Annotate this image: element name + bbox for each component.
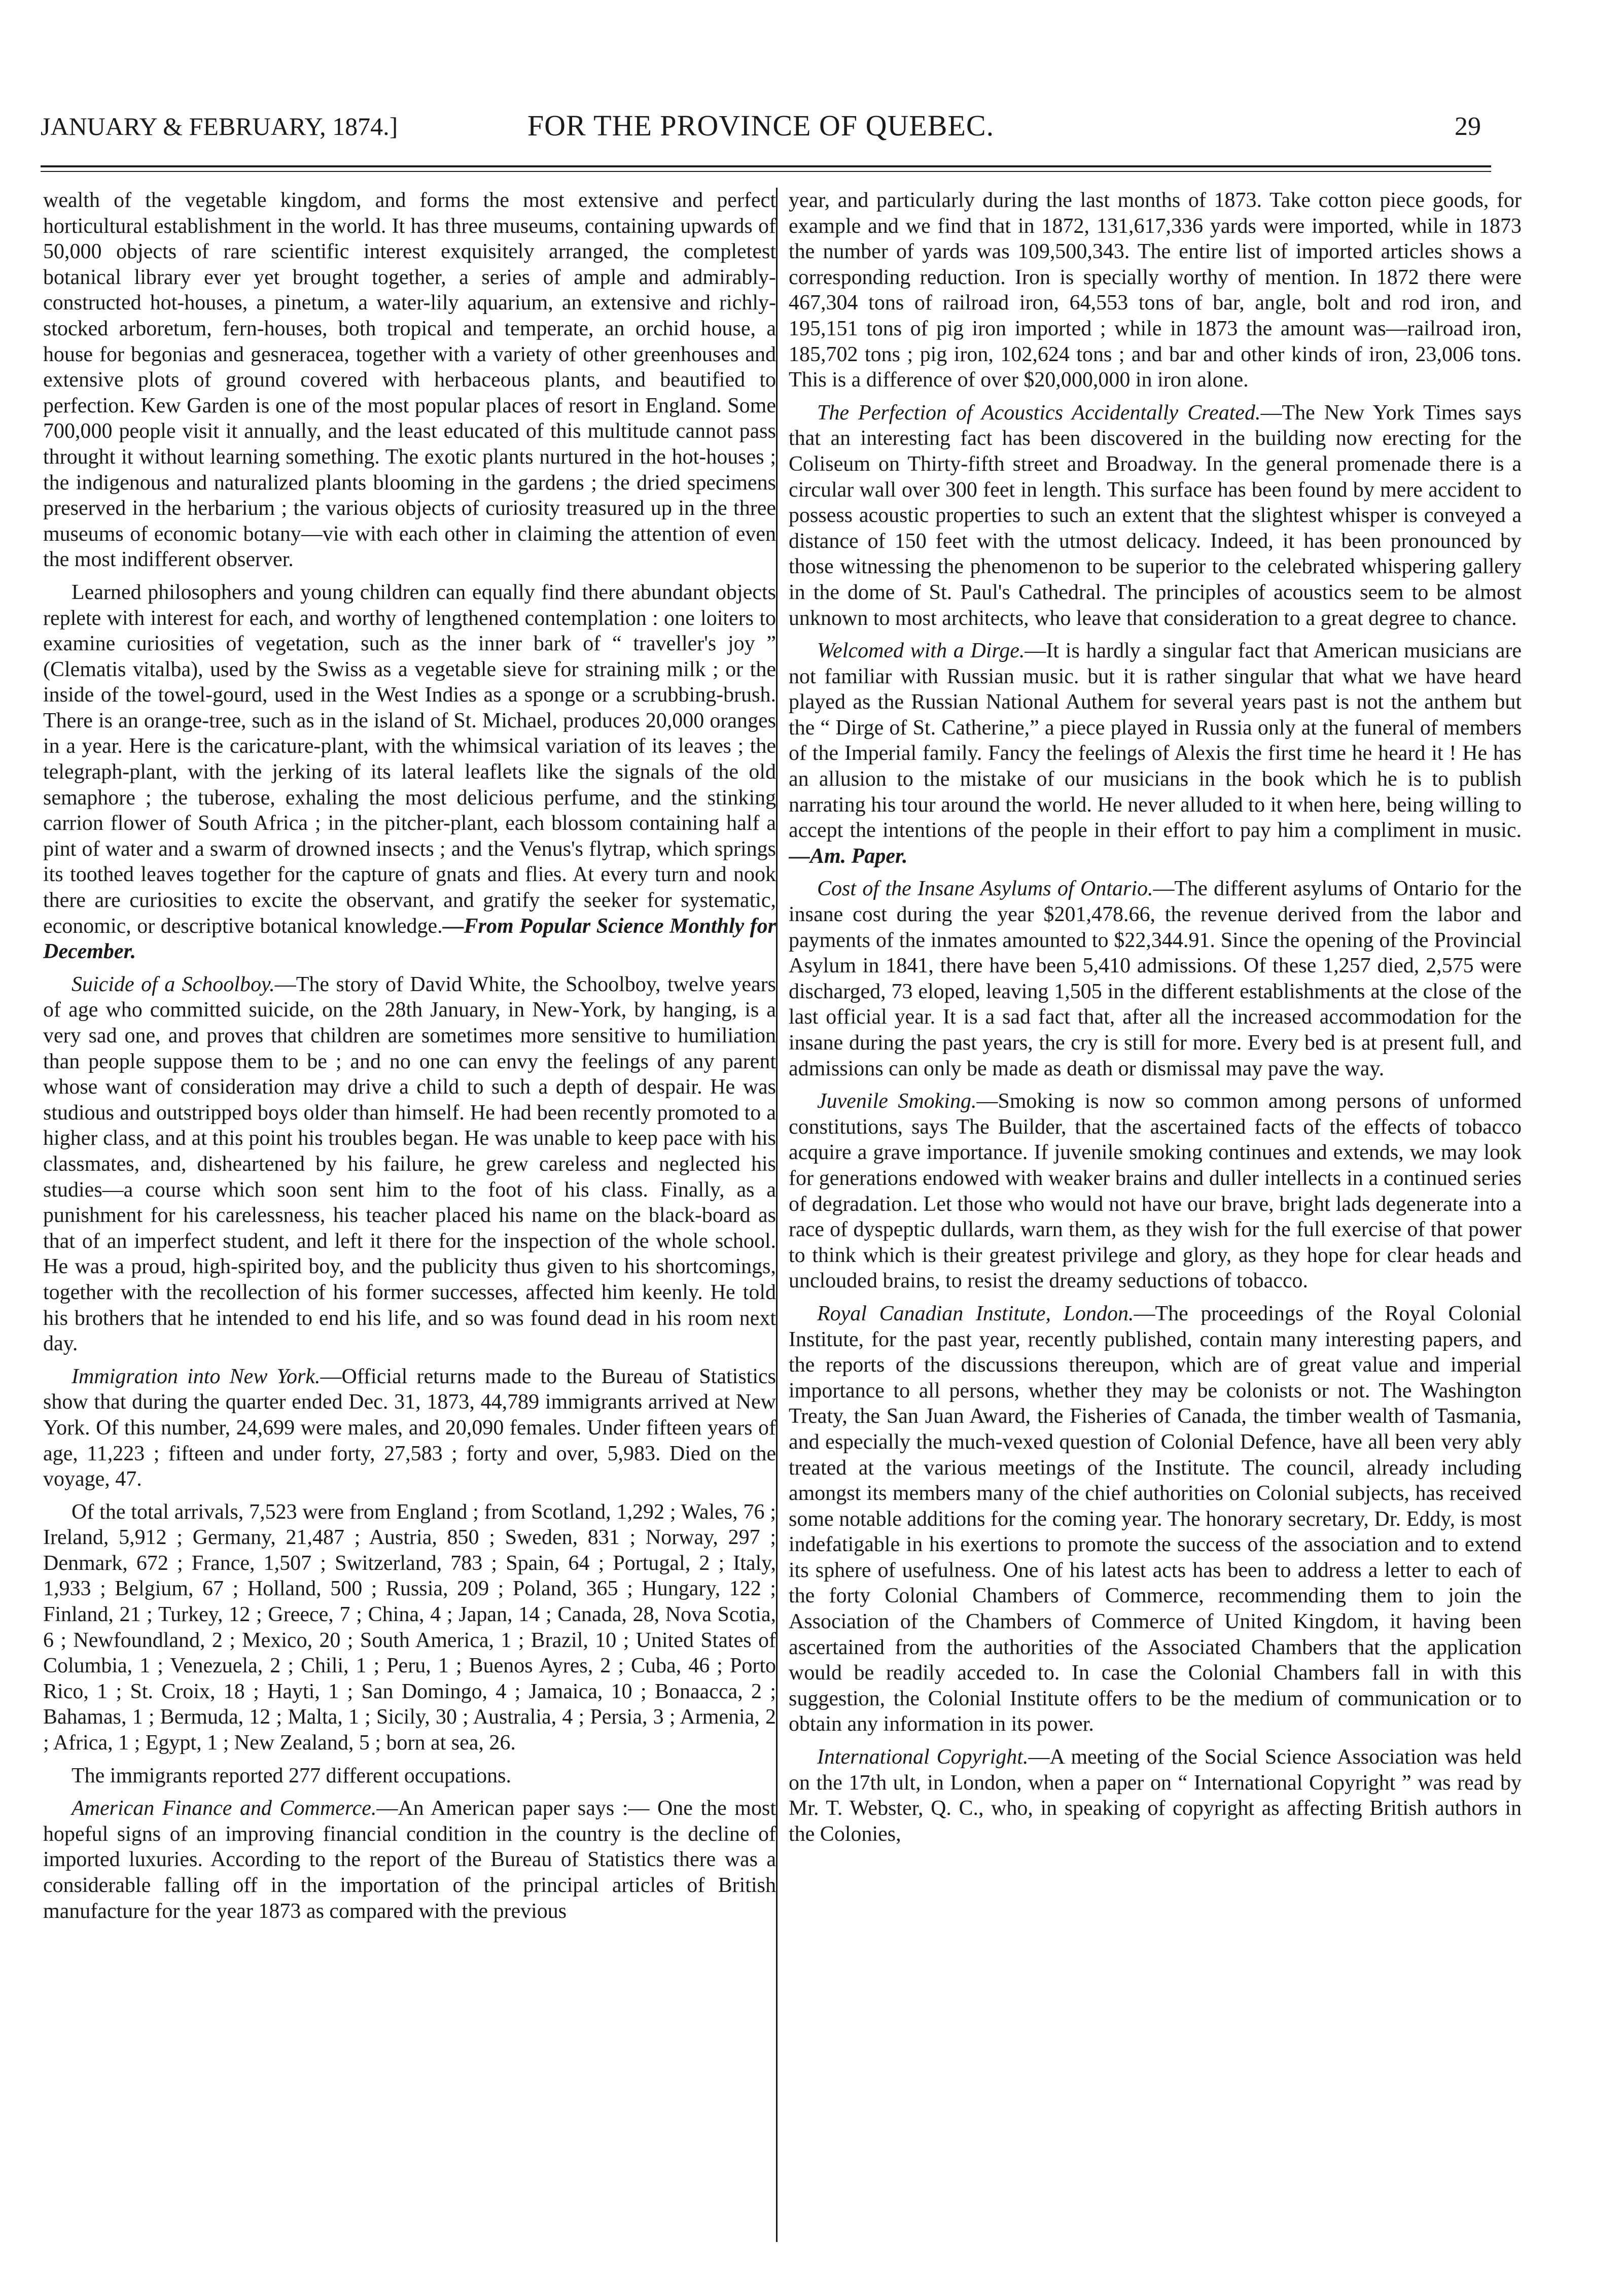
- finance-title: American Finance and Commerce.: [72, 1797, 377, 1820]
- acoustics-title: The Perfection of Acoustics Accidentally Created.: [817, 401, 1261, 425]
- asylums-text: —The different asylums of Ontario for the insane cost during the year $201,478.66, the revenue derived from the labor and payments of the inmates amounted to $22,344.91. Since the opening of the Provincial Asylum in 1841, there have been 5,410 admissions. Of these 1,257 died, 2,575 were discharged, 73 eloped, leaving 1,505 in the different establishments at the close of the last official year. It is a sad fact that, after all the increased accommodation for the insane during the past years, the cry is still for more. Every bed is at present full, and admissions can only be made as death or dismissal may pave the way.: [789, 877, 1522, 1080]
- dirge-source: —Am. Paper.: [789, 844, 908, 868]
- royal-institute-text: —The proceedings of the Royal Colonial Institute, for the past year, recently published, contain many interesting papers, and the reports of the discussions thereupon, which are of great value and imperial importance to all persons, whether they may be colonists or not. The Washington Treaty, the San Juan Award, the Fisheries of Canada, the timber wealth of Tasmania, and especially the much-vexed question of Colonial Defence, have all been very ably treated at the various meetings of the Institute. The council, already including amongst its members many of the chief authorities on Colonial subjects, has received some notable additions for the coming year. The honorary secretary, Dr. Eddy, is most indefatigable in his exertions to promote the success of the association and to extend its sphere of usefulness. One of his latest acts has been to address a letter to each of the forty Colonial Chambers of Commerce, recommending them to join the Association of the Chambers of Commerce of United Kingdom, it having been ascertained from the authorities of the Associated Chambers that the application would be readily acceded to. In case the Colonial Chambers fall in with this suggestion, the Colonial Institute offers to be the medium of communication or to obtain any information in its power.: [789, 1302, 1522, 1736]
- dirge-title: Welcomed with a Dirge.: [817, 639, 1025, 663]
- smoking-article: [789, 1089, 1522, 1294]
- learned-text: Learned philosophers and young children can equally find there abundant objects replete with interest for each, and worthy of lengthened contemplation : one loiters to examine curiosities of vegetation, such as the inner bark of “ traveller's joy ” (Clematis vitalba), used by the Swiss as a vegetable sieve for straining milk ; or the inside of the towel-gourd, used in the West Indies as a sponge or a scrubbing-brush. There is an orange-tree, such as in the island of St. Michael, produces 20,000 oranges in a year. Here is the caricature-plant, with the whimsical variation of its leaves ; the telegraph-plant, with the jerking of its lateral leaflets like the signals of the old semaphore ; the tuberose, exhaling the most delicious perfume, and the stinking carrion flower of South Africa ; in the pitcher-plant, each blossom containing half a pint of water and a swarm of drowned insects ; and the Venus's flytrap, which springs its toothed leaves together for the capture of gnats and flies. At every turn and nook there are curiosities to excite the observant, and gratify the seeker for systematic, economic, or descriptive botanical knowledge.: [43, 580, 776, 938]
- suicide-title: Suicide of a Schoolboy.: [72, 972, 275, 996]
- header-title: FOR THE PROVINCE OF QUEBEC.: [527, 109, 995, 142]
- asylums-article: [789, 876, 1522, 1081]
- dirge-text: —It is hardly a singular fact that American musicians are not familiar with Russian music. but it is rather singular that what we have heard played as the Russian National Authem for several years past is not the anthem but the “ Dirge of St. Catherine,” a piece played in Russia only at the funeral of members of the Imperial family. Fancy the feelings of Alexis the first time he heard it ! He has an allusion to the mistake of our musicians in the book which he is to publish narrating his tour around the world. He never alluded to it when here, being willing to accept the intentions of the people in their effort to pay him a compliment in music.: [789, 639, 1522, 843]
- learned-paragraph: [43, 580, 776, 965]
- acoustics-text: —The New York Times says that an interesting fact has been discovered in the building now erecting for the Coliseum on Thirty-fifth street and Broadway. In the general promenade there is a circular wall over 300 feet in length. This surface has been found by mere accident to possess acoustic properties to such an extent that the slightest whisper is conveyed a distance of 150 feet with the utmost delicacy. Indeed, it has been pronounced by those witnessing the phenomenon to be superior to the celebrated whispering gallery in the dome of St. Paul's Cathedral. The principles of acoustics seem to be almost unknown to most architects, who leave that consideration to a great degree to chance.: [789, 401, 1522, 630]
- learned-source: —From Popular Science Monthly for December.: [43, 914, 776, 964]
- copyright-text: —A meeting of the Social Science Association was held on the 17th ult, in London, when a paper on “ International Copyright ” was read by Mr. T. Webster, Q. C., who, in speaking of copyright as affecting British authors in the Colonies,: [789, 1745, 1522, 1846]
- royal-institute-article: [789, 1301, 1522, 1737]
- right-column: [789, 188, 1522, 2257]
- finance-article: [43, 1796, 776, 1924]
- running-header: [41, 101, 1481, 157]
- kew-garden-continuation: wealth of the vegetable kingdom, and forms the most extensive and perfect horticultural establishment in the world. It has three museums, containing upwards of 50,000 objects of rare scientific interest exquisitely arranged, the completest botanical library ever yet brought together, a series of ample and admirably-constructed hot-houses, a pinetum, a water-lily aquarium, an extensive and richly-stocked arboretum, fern-houses, both tropical and temperate, an orchid house, a house for begonias and gesneracea, together with a variety of other greenhouses and extensive plots of ground covered with herbaceous plants, and beautified to perfection. Kew Garden is one of the most popular places of resort in England. Some 700,000 people visit it annually, and the least educated of this multitude cannot pass throught it without learning something. The exotic plants nurtured in the hot-houses ; the indigenous and naturalized plants blooming in the gardens ; the dried specimens preserved in the herbarium ; the various objects of curiosity treasured up in the three museums of economic botany—vie with each other in claiming the attention of even the most indifferent observer.: [43, 189, 776, 572]
- dirge-article: [789, 638, 1522, 869]
- immigration-article: [43, 1364, 776, 1492]
- header-rule-thin: [41, 171, 1491, 172]
- immigration-text: —Official returns made to the Bureau of Statistics show that during the quarter ended Dec. 31, 1873, 44,789 immigrants arrived at New York. Of this number, 24,699 were males, and 20,090 females. Under fifteen years of age, 11,223 ; fifteen and under forty, 27,583 ; forty and over, 5,983. Died on the voyage, 47.: [43, 1364, 776, 1491]
- occupations-paragraph: The immigrants reported 277 different occupations.: [72, 1764, 511, 1788]
- header-date: JANUARY & FEBRUARY, 1874.]: [41, 112, 398, 141]
- header-rule-thick: [41, 165, 1491, 167]
- column-divider: [776, 188, 778, 2242]
- arrivals-paragraph: Of the total arrivals, 7,523 were from England ; from Scotland, 1,292 ; Wales, 76 ; Ireland, 5,912 ; Germany, 21,487 ; Austria, 850 ; Sweden, 831 ; Norway, 297 ; Denmark, 672 ; France, 1,507 ; Switzerland, 783 ; Spain, 64 ; Portugal, 2 ; Italy, 1,933 ; Belgium, 67 ; Holland, 500 ; Russia, 209 ; Poland, 365 ; Hungary, 122 ; Finland, 21 ; Turkey, 12 ; Greece, 7 ; China, 4 ; Japan, 14 ; Canada, 28, Nova Scotia, 6 ; Newfoundland, 2 ; Mexico, 20 ; South America, 1 ; Brazil, 10 ; United States of Columbia, 1 ; Venezuela, 2 ; Chili, 1 ; Peru, 1 ; Buenos Ayres, 2 ; Cuba, 46 ; Porto Rico, 1 ; St. Croix, 18 ; Hayti, 1 ; San Domingo, 4 ; Jamaica, 10 ; Bonaacca, 2 ; Bahamas, 1 ; Bermuda, 12 ; Malta, 1 ; Sicily, 30 ; Australia, 4 ; Persia, 3 ; Armenia, 2 ; Africa, 1 ; Egypt, 1 ; New Zealand, 5 ; born at sea, 26.: [43, 1500, 776, 1755]
- finance-text: —An American paper says :— One the most hopeful signs of an improving financial condition in the country is the decline of imported luxuries. According to the report of the Bureau of Statistics there was a considerable falling off in the importation of the principal articles of British manufacture for the year 1873 as compared with the previous: [43, 1797, 776, 1923]
- smoking-text: —Smoking is now so common among persons of unformed constitutions, says The Builder, that the ascertained facts of the effects of tobacco acquire a grave importance. If juvenile smoking continues and extends, we may look for generations endowed with weaker brains and duller intellects in a continued series of degradation. Let those who would not have our brave, bright lads degenerate into a race of dyspeptic dullards, warn them, as they wish for the full exercise of that power to think which is their greatest privilege and glory, as they hope for clear heads and unclouded brains, to resist the dreamy seductions of tobacco.: [789, 1090, 1522, 1293]
- suicide-article: [43, 972, 776, 1357]
- copyright-title: International Copyright.: [817, 1745, 1029, 1769]
- immigration-title: Immigration into New York.: [72, 1364, 321, 1388]
- royal-institute-title: Royal Canadian Institute, London.: [817, 1302, 1134, 1325]
- smoking-title: Juvenile Smoking.: [817, 1090, 977, 1113]
- asylums-title: Cost of the Insane Asylums of Ontario.: [817, 877, 1153, 901]
- finance-continuation: year, and particularly during the last months of 1873. Take cotton piece goods, for example and we find that in 1872, 131,617,336 yards were imported, while in 1873 the number of yards was 109,500,343. The entire list of imported articles shows a corresponding reduction. Iron is specially worthy of mention. In 1872 there were 467,304 tons of railroad iron, 64,553 tons of bar, angle, bolt and rod iron, and 195,151 tons of pig iron imported ; while in 1873 the amount was—railroad iron, 185,702 tons ; pig iron, 102,624 tons ; and bar and other kinds of iron, 23,006 tons. This is a difference of over $20,000,000 in iron alone.: [789, 189, 1522, 392]
- suicide-text: —The story of David White, the Schoolboy, twelve years of age who committed suicide, on the 28th January, in New-York, by hanging, is a very sad one, and proves that children are sometimes more sensitive to humiliation than people suppose them to be ; and no one can envy the feelings of any parent whose want of consideration may drive a child to such a depth of despair. He was studious and outstripped boys older than himself. He had been recently promoted to a higher class, and at this point his troubles began. He was unable to keep pace with his classmates, and, disheartened by his failure, he grew careless and neglected his studies—a course which soon sent him to the foot of his class. Finally, as a punishment for his carelessness, his teacher placed his name on the black-board as that of an imperfect student, and left it there for the inspection of the whole school. He was a proud, high-spirited boy, and the publicity thus given to his shortcomings, together with the recollection of his former successes, affected him keenly. He told his brothers that he intended to end his life, and so was found dead in his room next day.: [43, 972, 776, 1356]
- page-number: 29: [1455, 112, 1481, 141]
- acoustics-article: [789, 400, 1522, 631]
- copyright-article: [789, 1744, 1522, 1847]
- left-column: [43, 188, 776, 2257]
